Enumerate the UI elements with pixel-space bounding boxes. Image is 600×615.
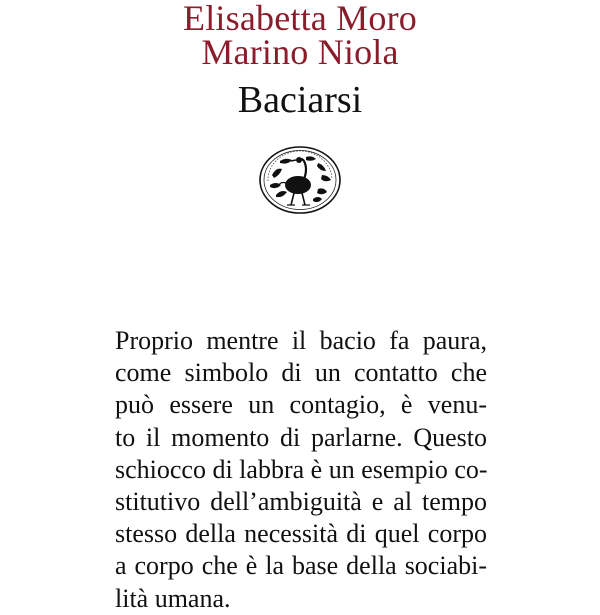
book-title: Baciarsi xyxy=(237,79,363,121)
author-name-2: Marino Niola xyxy=(201,32,399,72)
ostrich-seal-icon xyxy=(258,145,342,215)
author-name-1: Elisabetta Moro xyxy=(183,0,417,38)
blurb-line: stesso della necessità di quel corpo xyxy=(115,519,487,549)
blurb-text xyxy=(115,325,487,615)
blurb-line: Proprio mentre il bacio fa paura, xyxy=(115,326,487,355)
blurb-line: schiocco di labbra è un esempio co- xyxy=(115,454,488,484)
blurb-line: può essere un contagio, è venu- xyxy=(115,390,487,420)
blurb-line: stitutivo dell’ambiguità e al tempo xyxy=(115,487,487,517)
blurb-line: a corpo che è la base della sociabi- xyxy=(115,551,487,581)
blurb-line: lità umana. xyxy=(115,583,231,613)
blurb-line: come simbolo di un contatto che xyxy=(115,358,487,388)
blurb-line: to il momento di parlarne. Questo xyxy=(115,422,487,452)
